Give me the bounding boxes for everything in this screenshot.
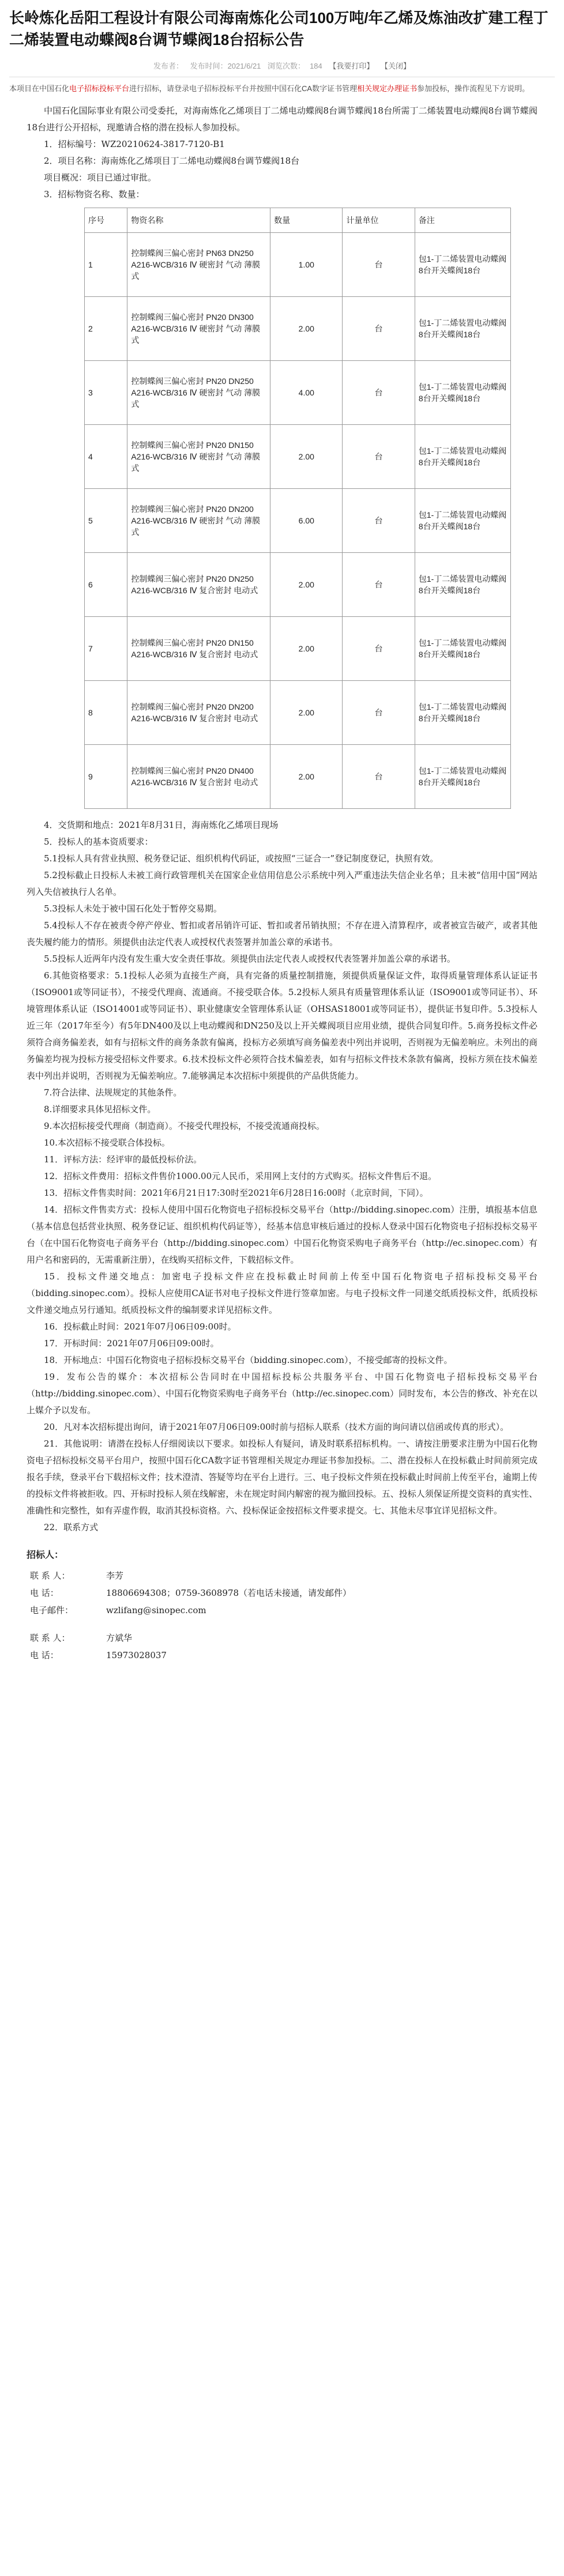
section-7: 7.符合法律、法规规定的其他条件。 — [44, 1087, 182, 1098]
cell-unit: 台 — [343, 233, 415, 297]
section-14: 14．招标文件售卖方式：投标人使用中国石化物资电子招标投标交易平台（http://bidding.sinopec.com）注册，填报基本信息（基本信息包括营业执照、税务登记证、组织机构代码证等），经基本信息审核后通过的投标人登录中国石化物资电子招标投标交易平台（在中国石化物资电子商务平台（http://bidding.sinopec.com）中国石化物资采购电子商务平台（http://ec.sinopec.com）有用户名和密码的，无需重新注册），在线购买招标文件，下载招标文件。 — [27, 1204, 537, 1265]
section-5-5: 5.5投标人近两年内没有发生重大安全责任事故。须提供由法定代表人或授权代表签署并加盖公章的承诺书。 — [44, 954, 456, 964]
cell-name: 控制蝶阀三偏心密封 PN20 DN300 A216-WCB/316 Ⅳ 硬密封 气动 薄膜式 — [127, 297, 270, 361]
section-18: 18．开标地点：中国石化物资电子招标投标交易平台（bidding.sinopec.com），不接受邮寄的投标文件。 — [44, 1355, 453, 1365]
notice-text-3: 参加投标，操作流程见下方说明。 — [417, 84, 530, 93]
contact-block — [9, 1547, 555, 1664]
section-5: 5．投标人的基本资质要求： — [44, 837, 153, 847]
contact-value: 18806694308；0759-3608978（若电话未接通，请发邮件） — [106, 1588, 352, 1598]
section-15: 15．投标文件递交地点：加密电子投标文件应在投标截止时间前上传至中国石化物资电子招标投标交易平台（bidding.sinopec.com）。投标人应使用CA证书对电子投标文件进行签章加密。与电子投标文件一同递交纸质投标文件，纸质投标文件递交地点另行通知。纸质投标文件的编制要求详见招标文件。 — [27, 1271, 537, 1315]
intro-paragraph: 中国石化国际事业有限公司受委托，对海南炼化乙烯项目丁二烯电动蝶阀8台调节蝶阀18台所需丁二烯装置电动蝶阀8台调节蝶阀18台进行公开招标，现邀请合格的潜在投标人参加投标。 — [27, 106, 537, 133]
section-10: 10.本次招标不接受联合体投标。 — [44, 1138, 170, 1148]
meta-time: 发布时间：2021/6/21 — [190, 62, 261, 70]
col-remark: 备注 — [415, 208, 510, 233]
contact-label: 电 话： — [30, 1588, 59, 1598]
cell-index: 1 — [85, 233, 127, 297]
cell-unit: 台 — [343, 617, 415, 681]
cell-remark: 包1-丁二烯装置电动蝶阀8台开关蝶阀18台 — [415, 617, 510, 681]
notice-text-1: 本项目在中国石化 — [9, 84, 70, 93]
cell-remark: 包1-丁二烯装置电动蝶阀8台开关蝶阀18台 — [415, 745, 510, 809]
section-11: 11．评标方法：经评审的最低投标价法。 — [44, 1154, 202, 1165]
section-2: 2．项目名称：海南炼化乙烯项目丁二烯电动蝶阀8台调节蝶阀18台 — [44, 156, 300, 166]
table-row — [85, 297, 511, 361]
cell-name: 控制蝶阀三偏心密封 PN20 DN150 A216-WCB/316 Ⅳ 硬密封 气动 薄膜式 — [127, 425, 270, 489]
print-link[interactable]: 【我要打印】 — [329, 62, 374, 70]
col-unit: 计量单位 — [343, 208, 415, 233]
cell-remark: 包1-丁二烯装置电动蝶阀8台开关蝶阀18台 — [415, 297, 510, 361]
section-5-2: 5.2投标截止日投标人未被工商行政管理机关在国家企业信用信息公示系统中列入严重违法失信企业名单；且未被“信用中国”网站列入失信被执行人名单。 — [27, 870, 537, 897]
notice-text-2: 进行招标，请登录电子招标投标平台并按照中国石化CA数字证书管理 — [129, 84, 358, 93]
cell-name: 控制蝶阀三偏心密封 PN20 DN150 A216-WCB/316 Ⅳ 复合密封 电动式 — [127, 617, 270, 681]
contact-label: 联 系 人： — [30, 1571, 70, 1581]
col-qty: 数量 — [270, 208, 343, 233]
contact-heading: 招标人： — [27, 1549, 64, 1560]
contact-gap — [27, 1619, 433, 1629]
notice-red-2: 相关规定办理证书 — [357, 84, 418, 93]
table-row — [85, 489, 511, 553]
cell-qty: 4.00 — [270, 361, 343, 425]
cell-remark: 包1-丁二烯装置电动蝶阀8台开关蝶阀18台 — [415, 233, 510, 297]
contact-label: 电 话： — [30, 1650, 59, 1660]
cell-unit: 台 — [343, 745, 415, 809]
meta-views-label: 浏览次数： — [268, 62, 306, 70]
cell-remark: 包1-丁二烯装置电动蝶阀8台开关蝶阀18台 — [415, 361, 510, 425]
cell-unit: 台 — [343, 489, 415, 553]
section-13: 13．招标文件售卖时间：2021年6月21日17:30时至2021年6月28日16:00时（北京时间，下同）。 — [44, 1188, 428, 1198]
cell-index: 6 — [85, 553, 127, 617]
cell-qty: 2.00 — [270, 297, 343, 361]
contact-row — [27, 1567, 433, 1584]
cell-qty: 1.00 — [270, 233, 343, 297]
cell-name: 控制蝶阀三偏心密封 PN20 DN200 A216-WCB/316 Ⅳ 复合密封 电动式 — [127, 681, 270, 745]
cell-name: 控制蝶阀三偏心密封 PN20 DN250 A216-WCB/316 Ⅳ 复合密封 电动式 — [127, 553, 270, 617]
table-row — [85, 553, 511, 617]
section-5-3: 5.3投标人未处于被中国石化处于暂停交易期。 — [44, 903, 222, 914]
cell-index: 8 — [85, 681, 127, 745]
contact-row — [27, 1647, 433, 1664]
cell-name: 控制蝶阀三偏心密封 PN20 DN400 A216-WCB/316 Ⅳ 复合密封 电动式 — [127, 745, 270, 809]
cell-unit: 台 — [343, 553, 415, 617]
contact-row — [27, 1584, 433, 1602]
section-20: 20．凡对本次招标提出询问，请于2021年07月06日09:00时前与招标人联系（技术方面的询问请以信函或传真的形式）。 — [44, 1422, 509, 1432]
notice-red-1: 电子招标投标平台 — [69, 84, 130, 93]
announcement-body — [9, 103, 555, 1536]
cell-qty: 2.00 — [270, 617, 343, 681]
contact-table — [27, 1567, 433, 1664]
cell-index: 4 — [85, 425, 127, 489]
table-row — [85, 681, 511, 745]
cell-qty: 2.00 — [270, 681, 343, 745]
section-16: 16．投标截止时间：2021年07月06日09:00时。 — [44, 1321, 236, 1332]
cell-index: 2 — [85, 297, 127, 361]
section-19: 19．发布公告的媒介：本次招标公告同时在中国招标投标公共服务平台、中国石化物资电子招标投标交易平台（http://bidding.sinopec.com）、中国石化物资采购电子商务平台（http://ec.sinopec.com）同时发布，本公告的修改、补充在以上媒介予以发布。 — [27, 1372, 537, 1415]
section-5-4: 5.4投标人不存在被责令停产停业、暂扣或者吊销许可证、暂扣或者吊销执照；不存在进入清算程序，或者被宣告破产，或者其他丧失履约能力的情形。须提供由法定代表人或授权代表签署并加盖公章的承诺书。 — [27, 920, 537, 947]
col-index: 序号 — [85, 208, 127, 233]
cell-name: 控制蝶阀三偏心密封 PN20 DN250 A216-WCB/316 Ⅳ 硬密封 气动 薄膜式 — [127, 361, 270, 425]
table-row — [85, 425, 511, 489]
cell-remark: 包1-丁二烯装置电动蝶阀8台开关蝶阀18台 — [415, 681, 510, 745]
section-2-overview: 项目概况：项目已通过审批。 — [44, 172, 157, 183]
contact-value: 方斌华 — [106, 1633, 133, 1643]
items-table — [84, 208, 511, 809]
cell-qty: 2.00 — [270, 425, 343, 489]
section-8: 8.详细要求具体见招标文件。 — [44, 1104, 156, 1114]
cell-qty: 2.00 — [270, 553, 343, 617]
section-3: 3．招标物资名称、数量： — [44, 189, 145, 199]
table-row — [85, 233, 511, 297]
section-21: 21．其他说明：请潜在投标人仔细阅读以下要求。如投标人有疑问，请及时联系招标机构。一、请按注册要求注册为中国石化物资电子招标投标交易平台用户，按照中国石化CA数字证书管理相关规定办理证书参加投标。二、潜在投标人在投标截止时间前须完成报名手续，登录平台下载招标文件；技术澄清、答疑等均在平台上进行。三、电子投标文件须在投标截止时间前上传至平台，逾期上传的投标文件将被拒收。四、开标时投标人须在线解密，未在规定时间内解密的视为撤回投标。五、投标人须保证所提交资料的真实性、准确性和完整性，如有弄虚作假，取消其投标资格。六、投标保证金按招标文件要求提交。七、其他未尽事宜详见招标文件。 — [27, 1438, 537, 1516]
contact-value: 15973028037 — [106, 1650, 167, 1660]
page-title: 长岭炼化岳阳工程设计有限公司海南炼化公司100万吨/年乙烯及炼油改扩建工程丁二烯装置电动蝶阀8台调节蝶阀18台招标公告 — [9, 9, 548, 48]
cell-index: 5 — [85, 489, 127, 553]
contact-row — [27, 1629, 433, 1647]
section-6: 6.其他资格要求：5.1投标人必须为直接生产商，具有完备的质量控制措施，须提供质量保证文件，取得质量管理体系认证证书（ISO9001或等同证书），不接受代理商、流通商。不接受联合体。5.2投标人须具有质量管理体系认证（ISO9001或等同证书）、环境管理体系认证（ISO14001或等同证书）、职业健康安全管理体系认证（OHSAS18001或等同证书），提供证书复印件。5.3投标人近三年（2017年至今）有5年DN400及以上电动蝶阀和DN250及以上开关蝶阀项目应用业绩，提供合同复印件。5.商务投标文件必须符合商务偏差表，如有与招标文件的商务条款有偏离，投标方必须填写商务偏差表中列出并说明，否则视为无偏差响应。未列出的商务偏差均视为投标方接受招标文件要求。6.技术投标文件必须符合技术偏差表，如有与招标文件技术条款有偏离，投标方须在技术偏差表中列出并说明，否则视为无偏差响应。7.能够满足本次招标中须提供的产品供货能力。 — [27, 970, 537, 1081]
cell-unit: 台 — [343, 681, 415, 745]
platform-notice — [9, 77, 555, 103]
contact-label: 联 系 人： — [30, 1633, 70, 1643]
cell-unit: 台 — [343, 297, 415, 361]
section-22: 22．联系方式 — [44, 1522, 99, 1532]
cell-remark: 包1-丁二烯装置电动蝶阀8台开关蝶阀18台 — [415, 553, 510, 617]
cell-qty: 2.00 — [270, 745, 343, 809]
contact-label: 电子邮件： — [30, 1605, 74, 1615]
cell-unit: 台 — [343, 361, 415, 425]
contact-value: 李芳 — [106, 1571, 124, 1581]
meta-editor: 发布者： — [153, 62, 183, 70]
section-4: 4．交货期和地点：2021年8月31日，海南炼化乙烯项目现场 — [44, 820, 279, 830]
cell-name: 控制蝶阀三偏心密封 PN63 DN250 A216-WCB/316 Ⅳ 硬密封 气动 薄膜式 — [127, 233, 270, 297]
cell-remark: 包1-丁二烯装置电动蝶阀8台开关蝶阀18台 — [415, 489, 510, 553]
meta-views-count: 184 — [310, 62, 322, 70]
cell-remark: 包1-丁二烯装置电动蝶阀8台开关蝶阀18台 — [415, 425, 510, 489]
section-9: 9.本次招标接受代理商（制造商）。不接受代理投标，不接受流通商投标。 — [44, 1121, 325, 1131]
table-row — [85, 745, 511, 809]
section-1: 1．招标编号：WZ20210624-3817-7120-B1 — [44, 139, 225, 149]
cell-index: 9 — [85, 745, 127, 809]
cell-index: 7 — [85, 617, 127, 681]
article-meta — [9, 57, 555, 77]
table-header-row — [85, 208, 511, 233]
table-row — [85, 617, 511, 681]
section-5-1: 5.1投标人具有营业执照、税务登记证、组织机构代码证，或按照“三证合一”登记制度登记，执照有效。 — [44, 853, 439, 864]
cell-name: 控制蝶阀三偏心密封 PN20 DN200 A216-WCB/316 Ⅳ 硬密封 气动 薄膜式 — [127, 489, 270, 553]
contact-email[interactable]: wzlifang@sinopec.com — [106, 1605, 206, 1615]
table-row — [85, 361, 511, 425]
section-17: 17．开标时间：2021年07月06日09:00时。 — [44, 1338, 219, 1349]
close-link[interactable]: 【关闭】 — [381, 62, 411, 70]
cell-unit: 台 — [343, 425, 415, 489]
section-12: 12．招标文件费用：招标文件售价1000.00元人民币，采用网上支付的方式购买。招标文件售后不退。 — [44, 1171, 437, 1181]
contact-row — [27, 1602, 433, 1619]
cell-qty: 6.00 — [270, 489, 343, 553]
cell-index: 3 — [85, 361, 127, 425]
col-name: 物资名称 — [127, 208, 270, 233]
